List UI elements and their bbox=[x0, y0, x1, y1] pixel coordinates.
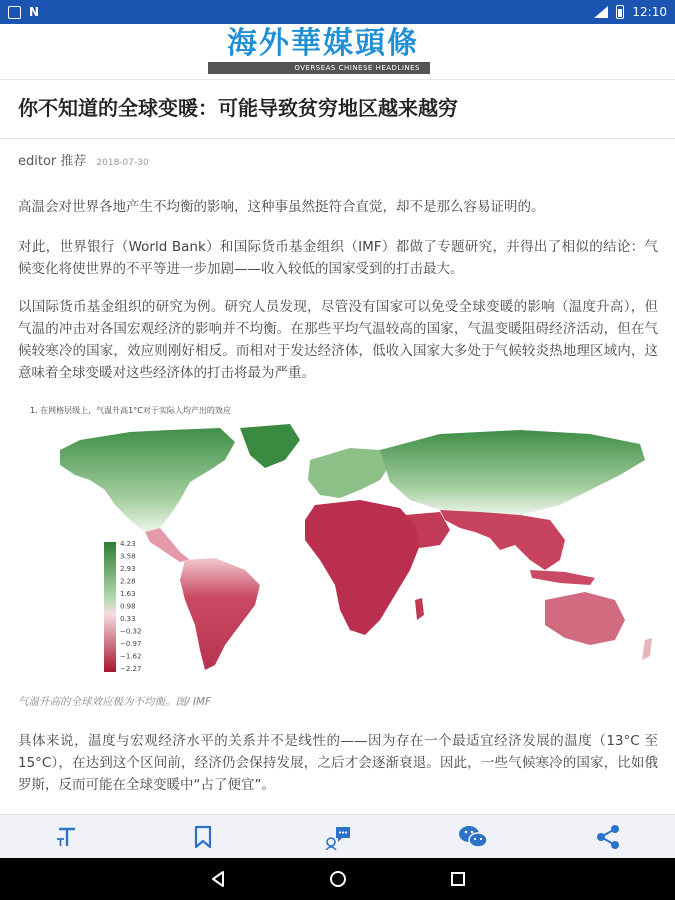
legend-label: −1.62 bbox=[120, 652, 142, 661]
map-australia bbox=[545, 592, 625, 645]
legend-label: 4.23 bbox=[120, 540, 136, 548]
legend-label: −0.97 bbox=[120, 640, 142, 648]
recents-icon bbox=[449, 870, 467, 888]
map-asia-north bbox=[380, 430, 645, 515]
figure-caption: 气温升高的全球效应极为不均衡。图/ IMF bbox=[18, 696, 212, 708]
figure-title: 1. 在网格层级上，气温升高1°C对于实际人均产出的效应 bbox=[30, 406, 231, 415]
legend-label: −2.27 bbox=[120, 665, 142, 673]
legend-label: −0.32 bbox=[120, 627, 142, 636]
article-date: 2018-07-30 bbox=[96, 158, 149, 168]
signal-icon bbox=[594, 6, 608, 18]
system-nav-bar bbox=[0, 858, 675, 900]
legend-label: 0.98 bbox=[120, 602, 136, 611]
legend-labels bbox=[120, 540, 141, 673]
paragraph: 对此，世界银行（World Bank）和国际货币基金组织（IMF）都做了专题研究，并得出了相似的结论：气候变化将使世界的不平等进一步加剧——收入较低的国家受到的打击最大。 bbox=[18, 239, 658, 277]
bottom-toolbar bbox=[0, 814, 675, 858]
article-title: 你不知道的全球变暖：可能导致贫穷地区越来越穷 bbox=[18, 96, 458, 120]
wechat-share-button[interactable] bbox=[453, 817, 493, 857]
home-button[interactable] bbox=[323, 864, 353, 894]
share-icon bbox=[595, 824, 621, 850]
font-size-icon bbox=[55, 824, 81, 850]
legend-color-bar bbox=[104, 542, 116, 672]
notification-icon bbox=[8, 6, 21, 19]
paragraph: 以国际货币基金组织的研究为例。研究人员发现，尽管没有国家可以免受全球变暖的影响（温度升高），但气温的冲击对各国宏观经济的影响并不均衡。在那些平均气温较高的国家，气温变暖阻碍经济活动，但在气候较寒冷的国家，效应则刚好相反。而相对于发达经济体，低收入国家大多处于气候较炎热地理区域内，这意味着全球变暖对这些经济体的打击将最为严重。 bbox=[18, 299, 658, 381]
map-indonesia bbox=[530, 570, 595, 585]
paragraph: 高温会对世界各地产生不均衡的影响，这种事虽然挺符合直觉，却不是那么容易证明的。 bbox=[18, 199, 545, 215]
article-meta bbox=[18, 150, 149, 169]
map-africa bbox=[305, 500, 420, 635]
legend-label: 1.63 bbox=[120, 590, 136, 598]
legend-label: 3.58 bbox=[120, 552, 136, 561]
paragraph: 具体来说，温度与宏观经济水平的关系并不是线性的——因为存在一个最适宜经济发展的温度（13°C 至15°C），在达到这个区间前，经济仍会保持发展，之后才会逐渐衰退。因此，一些气候寒冷的国家，比如俄罗斯，反而可能在全球变暖中“占了便宜”。 bbox=[18, 733, 658, 793]
app-header bbox=[0, 24, 675, 80]
logo-text: 海外華媒頭條 bbox=[227, 26, 419, 61]
legend-label: 2.93 bbox=[120, 565, 136, 573]
battery-icon bbox=[616, 5, 624, 19]
logo-subtitle: OVERSEAS CHINESE HEADLINES bbox=[208, 62, 430, 74]
bookmark-button[interactable] bbox=[183, 817, 223, 857]
map-madagascar bbox=[415, 598, 424, 620]
map-asia-south bbox=[440, 510, 565, 570]
logo[interactable] bbox=[208, 28, 438, 76]
map-north-america bbox=[60, 428, 235, 532]
wechat-icon bbox=[458, 824, 488, 850]
back-icon bbox=[209, 870, 227, 888]
map-new-zealand bbox=[642, 638, 652, 660]
map-central-america bbox=[145, 528, 190, 562]
title-divider bbox=[0, 138, 675, 139]
map-legend bbox=[104, 540, 141, 673]
back-button[interactable] bbox=[203, 864, 233, 894]
share-button[interactable] bbox=[588, 817, 628, 857]
map-europe bbox=[308, 448, 390, 498]
article-author: editor 推荐 bbox=[18, 154, 87, 169]
app-notification-icon: N bbox=[29, 5, 40, 19]
status-bar bbox=[0, 0, 675, 24]
comment-button[interactable] bbox=[318, 817, 358, 857]
status-time: 12:10 bbox=[632, 5, 667, 19]
legend-label: 2.28 bbox=[120, 577, 136, 586]
world-map-figure[interactable] bbox=[20, 420, 660, 680]
recents-button[interactable] bbox=[443, 864, 473, 894]
bookmark-icon bbox=[191, 824, 215, 850]
font-size-button[interactable] bbox=[48, 817, 88, 857]
map-greenland bbox=[240, 424, 300, 468]
map-south-america bbox=[180, 558, 260, 670]
comment-icon bbox=[324, 824, 352, 850]
home-icon bbox=[328, 869, 348, 889]
legend-label: 0.33 bbox=[120, 615, 136, 623]
